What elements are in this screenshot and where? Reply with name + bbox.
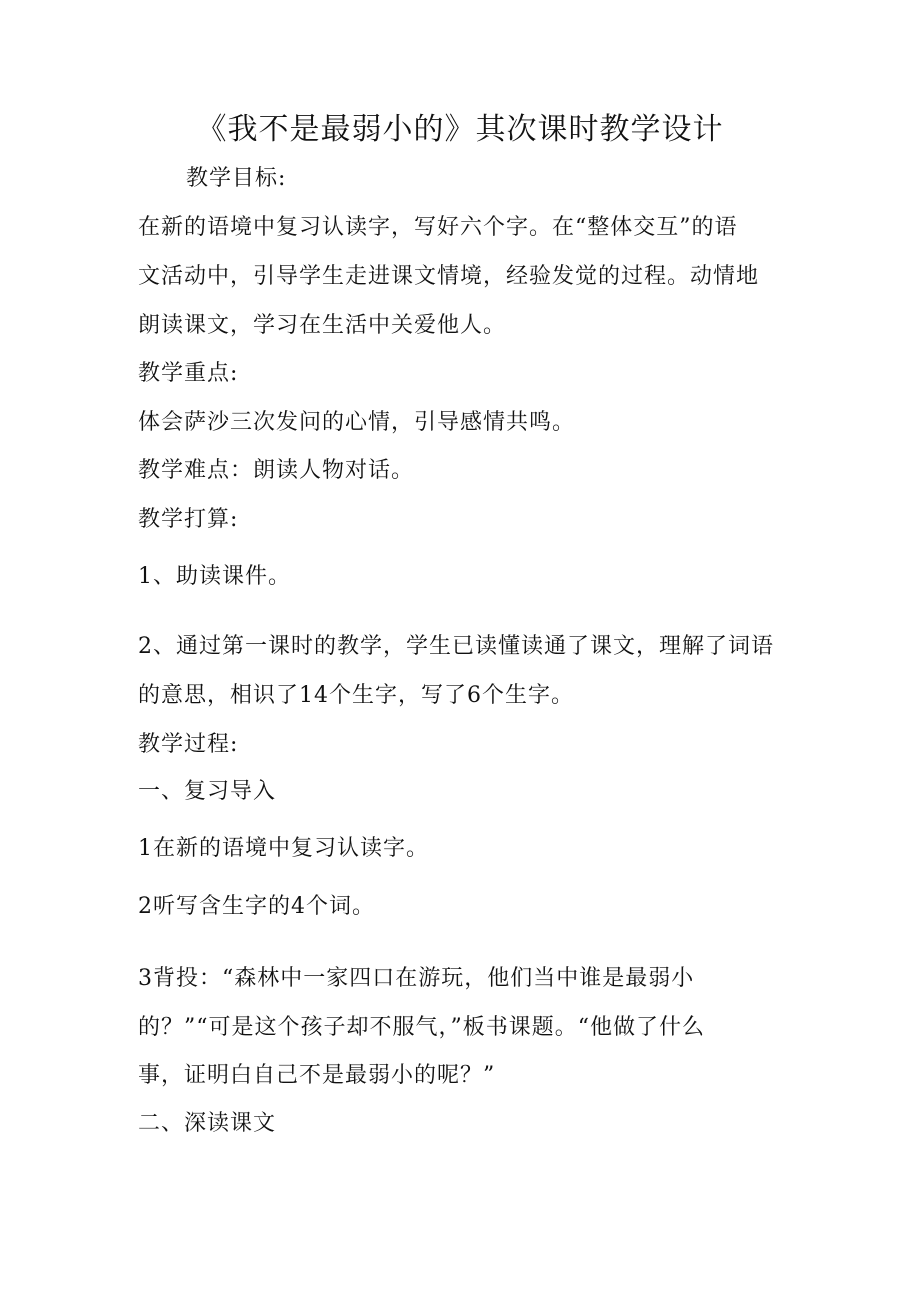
section-review: 一、复习导入	[138, 779, 277, 804]
document-title: 《我不是最弱小的》其次课时教学设计	[196, 112, 724, 147]
objectives-line-1: 在新的语境中复习认读字，写好六个字。在“整体交互”的语	[138, 215, 738, 240]
heading-preparation: 教学打算:	[138, 507, 239, 532]
review-item-1: 1在新的语境中复习认读字。	[138, 836, 429, 861]
heading-process: 教学过程:	[138, 732, 239, 757]
preparation-item-2-line-2: 的意思，相识了14个生字，写了6个生字。	[138, 683, 574, 708]
review-item-3-line-3: 事，证明白自己不是最弱小的呢？”	[138, 1063, 496, 1088]
preparation-item-2-line-1: 2、通过第一课时的教学，学生已读懂读通了课文，理解了词语	[138, 634, 774, 659]
objectives-line-3: 朗读课文，学习在生活中关爱他人。	[138, 313, 507, 338]
preparation-item-1: 1、助读课件。	[138, 564, 291, 589]
review-item-2: 2听写含生字的4个词。	[138, 894, 375, 919]
review-item-3-line-2: 的？”“可是这个孩子却不服气，”板书课题。“他做了什么	[138, 1015, 705, 1040]
heading-objectives: 教学目标:	[186, 166, 287, 191]
section-deep-reading: 二、深读课文	[138, 1111, 277, 1136]
heading-key-points: 教学重点:	[138, 361, 239, 386]
objectives-line-2: 文活动中，引导学生走进课文情境，经验发觉的过程。动情地	[138, 264, 760, 289]
key-points-text: 体会萨沙三次发问的心情，引导感情共鸣。	[138, 410, 576, 435]
review-item-3-line-1: 3背投：“森林中一家四口在游玩，他们当中谁是最弱小	[138, 966, 695, 991]
difficult-points: 教学难点：朗读人物对话。	[138, 458, 415, 483]
